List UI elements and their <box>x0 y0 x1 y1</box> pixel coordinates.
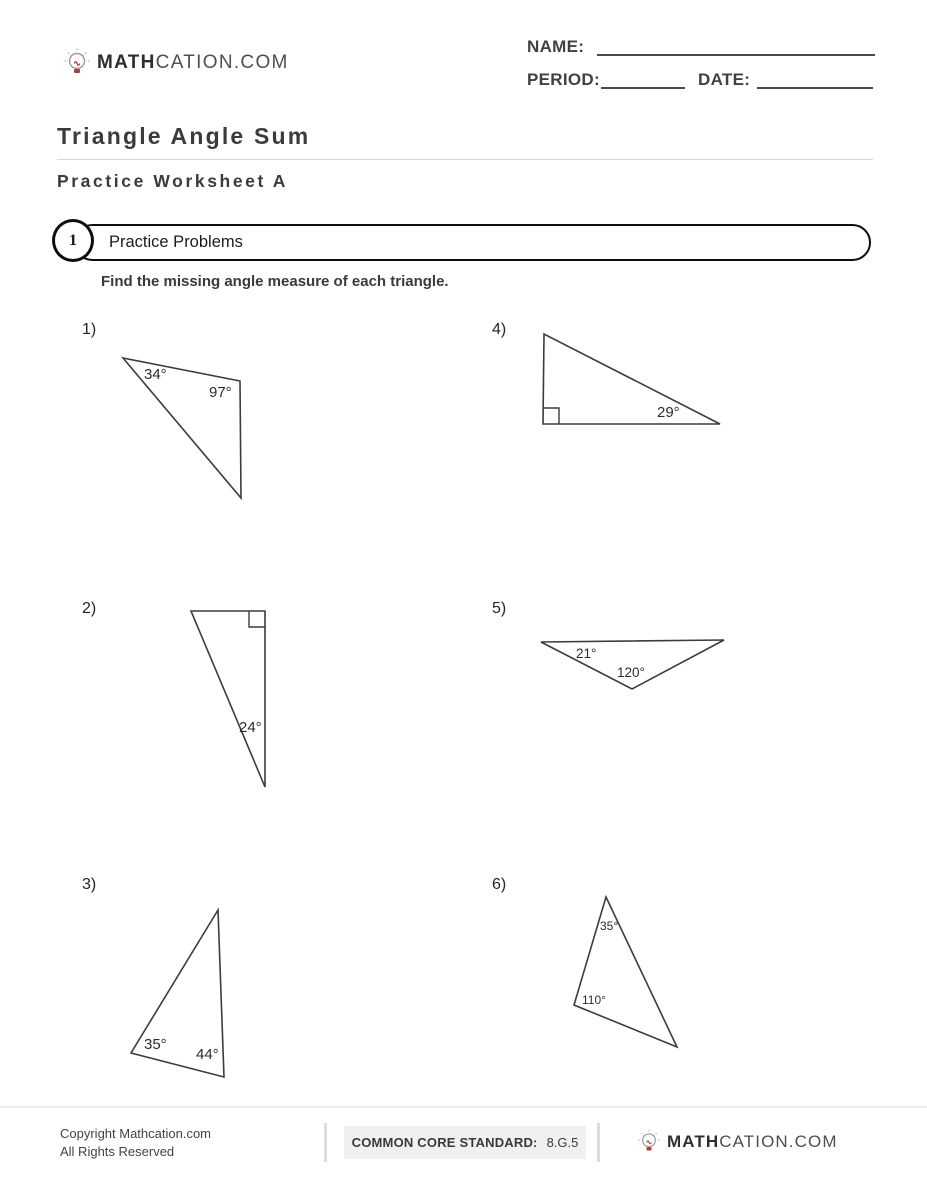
footer-mathcation-logo <box>638 1129 838 1155</box>
worksheet-subtitle: Practice Worksheet A <box>57 171 288 191</box>
title-divider <box>57 159 873 160</box>
problem-6-angle-1: 35° <box>600 919 619 933</box>
problem-5-number: 5) <box>492 600 507 617</box>
mathcation-logo <box>64 48 289 78</box>
footer-logo-text-rest: CATION.COM <box>719 1132 838 1151</box>
problem-3-number: 3) <box>82 876 97 893</box>
period-blank-line <box>601 87 685 89</box>
problem-1-number: 1) <box>82 321 97 338</box>
copyright-line-2: All Rights Reserved <box>60 1144 175 1159</box>
date-blank-line <box>757 87 873 89</box>
problem-6-number: 6) <box>492 876 507 893</box>
footer-logo-text <box>667 1132 838 1152</box>
copyright-line-1: Copyright Mathcation.com <box>60 1126 212 1141</box>
footer-logo-text-bold: MATH <box>667 1132 720 1151</box>
footer-vertical-divider-left <box>324 1123 327 1162</box>
triangle-shape <box>123 358 241 498</box>
problem-2-triangle <box>185 605 275 795</box>
footer-divider <box>0 1106 927 1108</box>
lightbulb-icon <box>64 48 90 78</box>
footer-vertical-divider-right <box>597 1123 600 1162</box>
triangle-shape <box>191 611 265 787</box>
problem-1-angle-1: 34° <box>144 366 167 383</box>
name-label: NAME: <box>527 37 585 56</box>
copyright-text <box>60 1125 211 1161</box>
triangle-shape <box>574 897 677 1047</box>
instruction-text: Find the missing angle measure of each triangle. <box>101 273 449 290</box>
period-label: PERIOD: <box>527 70 600 89</box>
problem-4-number: 4) <box>492 321 507 338</box>
problem-3-angle-2: 44° <box>196 1046 219 1063</box>
worksheet-title: Triangle Angle Sum <box>57 123 311 149</box>
lightbulb-icon <box>638 1129 660 1155</box>
logo-text-rest: CATION.COM <box>155 52 289 73</box>
date-label: DATE: <box>698 70 751 89</box>
problem-6-triangle <box>566 890 686 1055</box>
section-number: 1 <box>69 231 77 249</box>
problem-5-angle-1: 21° <box>576 646 597 661</box>
section-title: Practice Problems <box>109 233 243 251</box>
problem-1-angle-2: 97° <box>209 384 232 401</box>
common-core-value: 8.G.5 <box>546 1135 579 1150</box>
triangle-shape <box>543 334 720 424</box>
problem-5-angle-2: 120° <box>617 665 645 680</box>
common-core-label: COMMON CORE STANDARD: <box>351 1135 538 1150</box>
logo-text-bold: MATH <box>97 52 156 73</box>
section-banner <box>74 224 871 261</box>
problem-4-triangle <box>536 327 728 432</box>
common-core-badge <box>344 1126 586 1159</box>
problem-4-angle-1: 29° <box>657 404 680 421</box>
problem-2-number: 2) <box>82 600 97 617</box>
problem-3-angle-1: 35° <box>144 1036 167 1053</box>
logo-text <box>97 52 289 74</box>
problem-6-angle-2: 110° <box>582 993 606 1007</box>
problem-1-triangle <box>115 350 250 505</box>
section-number-badge <box>52 219 94 262</box>
name-blank-line <box>597 54 875 56</box>
problem-2-angle-1: 24° <box>239 719 262 736</box>
